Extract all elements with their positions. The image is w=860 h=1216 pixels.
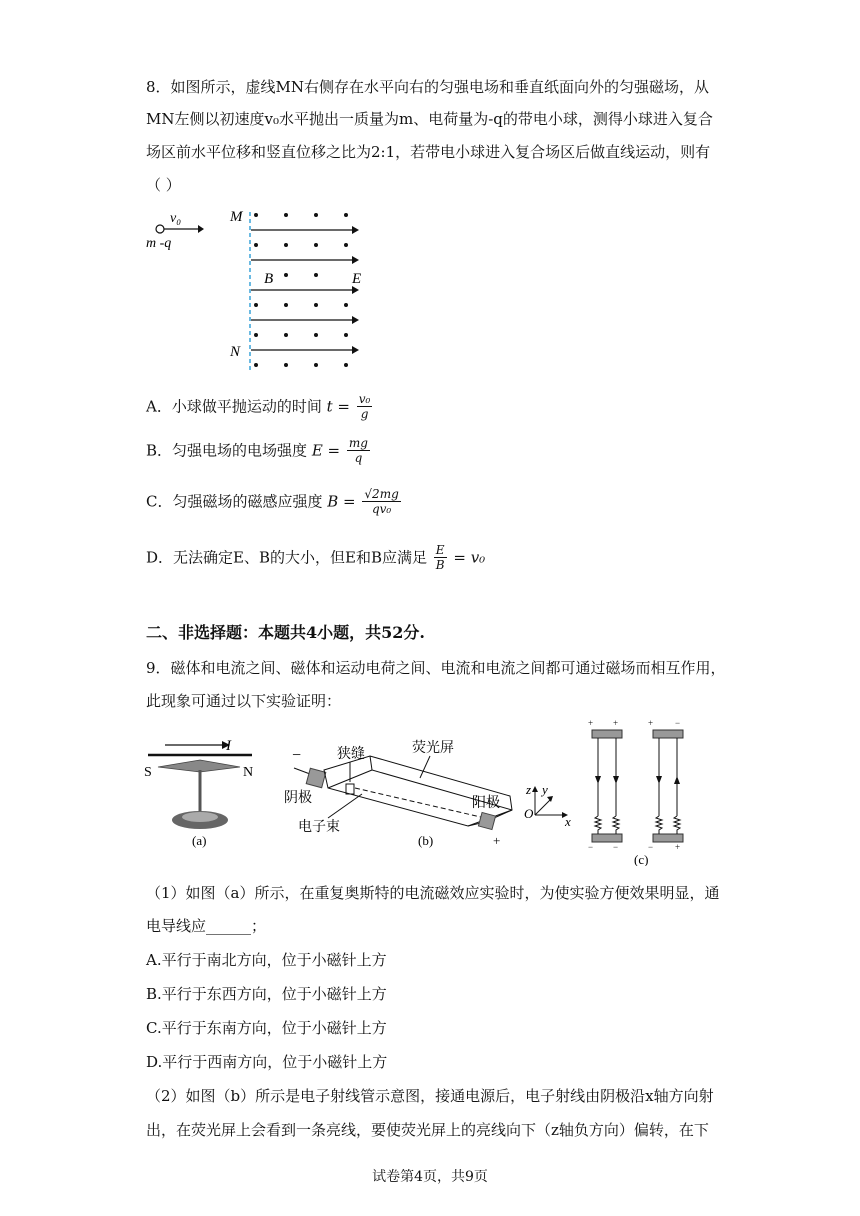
origin-label: O	[524, 806, 534, 821]
frac-num: √2mg	[364, 487, 399, 501]
q8-option-a-fraction	[357, 392, 373, 421]
q8-option-b-lhs: E =	[311, 441, 341, 460]
b-field-dot	[284, 363, 288, 367]
section-title: 二、非选择题：本题共4小题，共52分.	[146, 623, 425, 642]
frac-den: q	[354, 451, 363, 465]
b-field-dot	[344, 303, 348, 307]
field-lines-and-dots	[251, 213, 362, 367]
q9-option-d: D.平行于西南方向，位于小磁针上方	[146, 1053, 388, 1071]
slit-label: 狭缝	[337, 747, 365, 762]
B-label: B	[264, 271, 274, 287]
q8-line4: （ ）	[146, 176, 181, 194]
q8-option-d-fraction	[434, 543, 447, 572]
b-field-dot	[254, 303, 258, 307]
e-field-arrowhead	[352, 346, 359, 354]
S-label: S	[144, 765, 152, 780]
b-field-dot	[254, 243, 258, 247]
q9-line2: 此现象可通过以下实验证明：	[146, 692, 342, 710]
b-field-dot	[254, 363, 258, 367]
q8-line2: MN左侧以初速度v₀水平抛出一质量为m、电荷量为-q的带电小球，测得小球进入复合	[146, 110, 713, 128]
e-field-arrowhead	[352, 226, 359, 234]
b-field-dot	[314, 243, 318, 247]
b-field-dot	[344, 213, 348, 217]
q8-option-b-text: B．匀强电场的电场强度	[146, 441, 308, 460]
b-field-dot	[284, 273, 288, 277]
frac-num: mg	[348, 436, 368, 450]
axis-z-label: z	[526, 782, 532, 797]
q8-option-d-rhs: = v₀	[453, 548, 486, 567]
page-footer: 试卷第4页，共9页	[372, 1169, 488, 1185]
plus-sign: +	[493, 833, 501, 848]
q8-option-c-fraction	[362, 487, 400, 516]
v0-label: v₀	[170, 211, 182, 226]
b-field-dot	[254, 213, 258, 217]
b-field-dot	[344, 333, 348, 337]
q9-option-b: B.平行于东西方向，位于小磁针上方	[146, 985, 387, 1003]
q9-sub2-line1: （2）如图（b）所示是电子射线管示意图，接通电源后，电子射线由阴极沿x轴方向射	[146, 1087, 714, 1105]
b-field-dot	[344, 363, 348, 367]
b-field-dot	[314, 303, 318, 307]
minus-sign: −	[292, 747, 302, 764]
b-field-dot	[284, 243, 288, 247]
current-I-label: I	[226, 738, 231, 754]
q8-option-a	[146, 392, 726, 428]
cathode-label: 阴极	[284, 791, 312, 806]
E-label: E	[352, 271, 362, 287]
b-field-dot	[284, 213, 288, 217]
q9-sub1-line1: （1）如图（a）所示，在重复奥斯特的电流磁效应实验时，为使实验方便效果明显，通	[146, 884, 720, 902]
q8-option-b-fraction	[347, 436, 370, 465]
figure-a	[140, 730, 265, 852]
q9-option-a: A.平行于南北方向，位于小磁针上方	[146, 951, 387, 969]
svg-text:−: −	[613, 842, 619, 852]
N-pole-label: N	[243, 765, 254, 780]
screen-label: 荧光屏	[412, 741, 454, 756]
figure-b	[280, 730, 580, 852]
svg-text:+: +	[588, 718, 594, 728]
q8-option-d-text: D．无法确定E、B的大小，但E和B应满足	[146, 548, 427, 567]
mq-label: m -q	[146, 236, 172, 251]
beam-label: 电子束	[298, 820, 340, 835]
q8-figure	[140, 204, 380, 376]
q8-option-d	[146, 543, 726, 579]
q9-sub2-line2: 出，在荧光屏上会看到一条亮线，要使荧光屏上的亮线向下（z轴负方向）偏转，在下	[146, 1121, 709, 1139]
axis-y-label: y	[542, 782, 548, 797]
anode-label: 阳极	[472, 796, 500, 811]
q9-sub1-line2: 电导线应______；	[146, 917, 267, 935]
q8-line3: 场区前水平位移和竖直位移之比为2:1，若带电小球进入复合场区后做直线运动，则有	[146, 143, 711, 161]
b-field-dot	[344, 243, 348, 247]
frac-den: g	[360, 407, 369, 421]
b-field-dot	[284, 303, 288, 307]
frac-den: B	[435, 558, 445, 572]
svg-text:−: −	[588, 842, 594, 852]
b-field-dot	[314, 333, 318, 337]
b-field-dot	[314, 273, 318, 277]
q9-option-c: C.平行于东南方向，位于小磁针上方	[146, 1019, 387, 1037]
svg-text:+: +	[648, 718, 654, 728]
q8-option-a-lhs: t =	[326, 397, 350, 416]
caption-a: (a)	[192, 833, 207, 848]
b-field-dot	[314, 213, 318, 217]
caption-b: (b)	[418, 833, 434, 848]
caption-c: (c)	[634, 852, 649, 866]
e-field-arrowhead	[352, 316, 359, 324]
frac-num: v₀	[358, 392, 371, 406]
svg-text:+: +	[675, 842, 681, 852]
b-field-dot	[254, 333, 258, 337]
frac-den: qv₀	[371, 502, 392, 516]
q8-option-a-text: A．小球做平抛运动的时间	[146, 397, 322, 416]
M-label: M	[230, 209, 243, 225]
b-field-dot	[314, 363, 318, 367]
N-label: N	[230, 344, 241, 360]
b-field-dot	[284, 333, 288, 337]
svg-text:−: −	[648, 842, 654, 852]
q8-line1: 8．如图所示，虚线MN右侧存在水平向右的匀强电场和垂直纸面向外的匀强磁场，从	[146, 78, 710, 96]
svg-text:−: −	[675, 718, 681, 728]
q8-option-c-text: C．匀强磁场的磁感应强度	[146, 492, 323, 511]
axis-x-label: x	[565, 814, 571, 829]
frac-num: E	[434, 543, 447, 558]
q8-option-c	[146, 487, 726, 527]
svg-text:+: +	[613, 718, 619, 728]
q8-option-b	[146, 436, 726, 472]
q9-line1: 9．磁体和电流之间、磁体和运动电荷之间、电流和电流之间都可通过磁场而相互作用，	[146, 659, 726, 677]
e-field-arrowhead	[352, 286, 359, 294]
q8-option-c-lhs: B =	[327, 492, 356, 511]
figure-c	[580, 716, 710, 866]
e-field-arrowhead	[352, 256, 359, 264]
